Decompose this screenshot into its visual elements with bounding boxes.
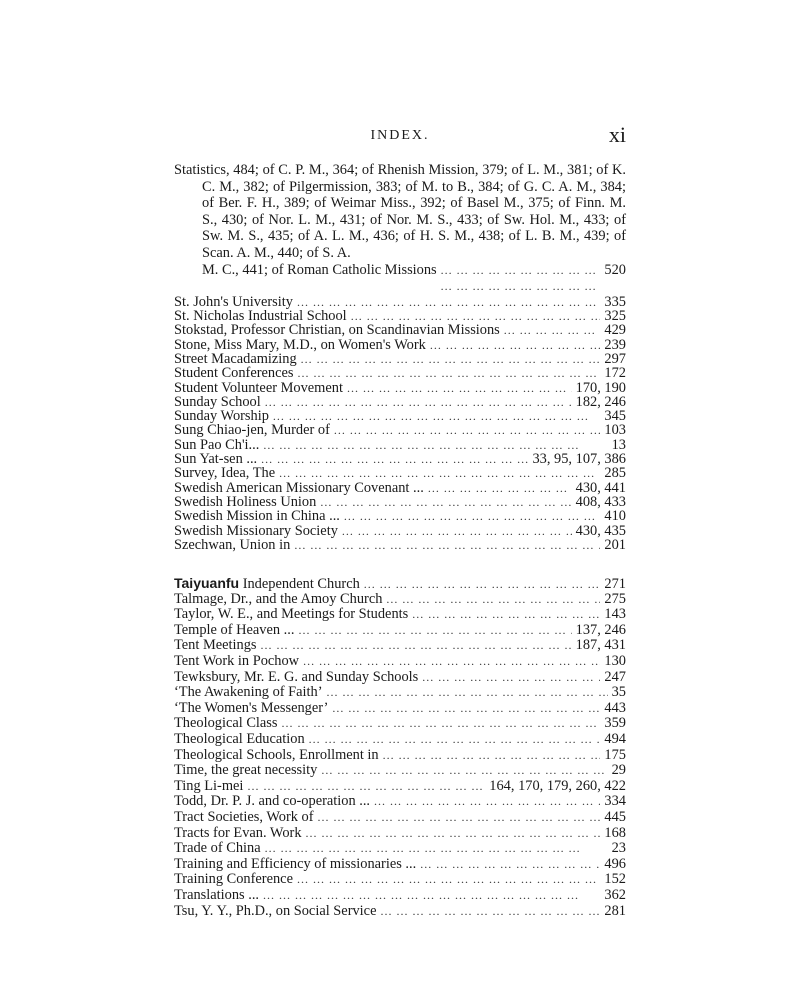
leader-dots: [261, 638, 572, 654]
entry-term: Talmage, Dr., and the Amoy Church: [174, 590, 383, 607]
entry-pages: 334: [604, 793, 626, 810]
leader-dots: [247, 779, 485, 795]
leader-dots: [441, 262, 601, 295]
statistics-entry-tail: [174, 262, 626, 295]
index-entry: [174, 509, 626, 523]
entry-pages: 175: [604, 746, 626, 763]
index-entry: [174, 352, 626, 366]
leader-dots: [374, 794, 600, 810]
entry-pages: 410: [604, 508, 626, 525]
index-entry: [174, 623, 626, 639]
entry-term: Swedish Missionary Society: [174, 522, 338, 539]
entry-pages: 130: [604, 653, 626, 670]
leader-dots: [309, 732, 601, 748]
entry-term: Szechwan, Union in: [174, 536, 291, 553]
entry-pages: 335: [604, 293, 626, 310]
entry-pages: 13: [611, 436, 626, 453]
entry-term: Theological Class: [174, 715, 278, 732]
entry-term: Ting Li-mei: [174, 777, 244, 794]
index-entry: [174, 538, 626, 552]
index-entry: [174, 607, 626, 623]
entry-pages: 239: [604, 336, 626, 353]
entry-pages: 33, 95, 107, 386: [532, 451, 626, 468]
entry-term: Street Macadamizing: [174, 350, 297, 367]
page-number: xi: [608, 122, 626, 147]
running-title: INDEX.: [370, 128, 430, 143]
leader-dots: [428, 481, 572, 495]
leader-dots: [306, 826, 601, 842]
entry-pages: 285: [604, 465, 626, 482]
entry-pages: 275: [604, 590, 626, 607]
leader-dots: [282, 716, 601, 732]
leader-dots: [412, 607, 600, 623]
entry-pages: 325: [604, 308, 626, 325]
leader-dots: [344, 509, 600, 523]
index-entry: [174, 395, 626, 409]
leader-dots: [318, 810, 601, 826]
index-entry: [174, 872, 626, 888]
index-entry: [174, 423, 626, 437]
leader-dots: [263, 438, 607, 452]
leader-dots: [298, 366, 601, 380]
entry-term: St. Nicholas Industrial School: [174, 308, 347, 325]
entry-term: Tent Meetings: [174, 637, 257, 654]
entry-term: Sunday School: [174, 393, 261, 410]
entry-pages: 103: [604, 422, 626, 439]
entry-term: Training and Efficiency of missionaries ...: [174, 855, 417, 872]
index-entry: [174, 826, 626, 842]
entry-pages: 168: [604, 824, 626, 841]
entry-term: Survey, Idea, The: [174, 465, 276, 482]
index-entry: [174, 381, 626, 395]
entry-pages: 520: [604, 261, 626, 278]
entry-term: Student Conferences: [174, 365, 294, 382]
entry-term: Sun Pao Ch'i...: [174, 436, 260, 453]
entry-term: Sung Chiao-jen, Murder of: [174, 422, 330, 439]
entry-term: Tracts for Evan. Work: [174, 824, 302, 841]
index-entry: [174, 481, 626, 495]
entry-pages: 430, 435: [575, 522, 626, 539]
leader-dots: [261, 452, 528, 466]
entry-term: ‘The Women's Messenger’: [174, 699, 329, 716]
index-entry: [174, 409, 626, 423]
entry-pages: 445: [604, 809, 626, 825]
index-entry: [174, 309, 626, 323]
entry-pages: 494: [604, 731, 626, 748]
index-entry: [174, 732, 626, 748]
entry-pages: 187, 431: [575, 637, 626, 654]
entry-pages: 152: [604, 871, 626, 888]
index-entry: [174, 810, 626, 826]
entry-pages: 359: [604, 715, 626, 732]
leader-dots: [265, 395, 572, 409]
index-list: [174, 162, 626, 919]
leader-dots: [265, 841, 608, 857]
entry-pages: 35: [611, 684, 626, 701]
entry-term: Stone, Miss Mary, M.D., on Women's Work: [174, 336, 426, 353]
entry-term: Sunday Worship: [174, 408, 269, 425]
leader-dots: [380, 904, 600, 920]
entry-term: Tewksbury, Mr. E. G. and Sunday Schools: [174, 668, 419, 685]
leader-dots: [332, 701, 600, 717]
entry-pages: 429: [604, 322, 626, 339]
index-entry: [174, 495, 626, 509]
section-s: [174, 295, 626, 552]
leader-dots: [273, 409, 600, 423]
entry-pages: 362: [604, 886, 626, 903]
entry-pages: 496: [604, 855, 626, 872]
entry-pages: 345: [604, 408, 626, 425]
index-entry: [174, 592, 626, 608]
leader-dots: [504, 323, 601, 337]
entry-pages: 247: [604, 668, 626, 685]
index-entry: [174, 904, 626, 920]
index-entry: [174, 763, 626, 779]
index-entry: [174, 779, 626, 795]
entry-pages: 281: [604, 902, 626, 919]
index-entry: [174, 701, 626, 717]
entry-pages: 443: [604, 699, 626, 716]
entry-pages: 297: [604, 350, 626, 367]
index-entry: [174, 366, 626, 380]
leader-dots: [430, 338, 601, 352]
entry-lead-word: Taiyuanfu: [174, 575, 240, 592]
entry-pages: 164, 170, 179, 260, 422: [489, 777, 626, 794]
leader-dots: [263, 888, 600, 904]
entry-term-rest: Independent Church: [242, 576, 360, 593]
index-entry: [174, 888, 626, 904]
index-entry: [174, 576, 626, 592]
entry-term: Temple of Heaven ...: [174, 621, 295, 638]
index-entry: [174, 857, 626, 873]
index-entry: [174, 638, 626, 654]
entry-term: Tsu, Y. Y., Ph.D., on Social Service: [174, 902, 377, 919]
leader-dots: [334, 423, 601, 437]
leader-dots: [297, 872, 600, 888]
entry-term: Translations ...: [174, 886, 260, 903]
leader-dots: [301, 352, 601, 366]
entry-pages: 408, 433: [575, 493, 626, 510]
entry-term: St. John's University: [174, 293, 293, 310]
section-t: [174, 592, 626, 919]
entry-term: Swedish American Missionary Covenant ...: [174, 479, 424, 496]
entry-pages: 172: [604, 365, 626, 382]
entry-pages: 23: [611, 840, 626, 857]
index-entry: [174, 685, 626, 701]
index-entry: [174, 295, 626, 309]
index-entry: [174, 338, 626, 352]
leader-dots: [364, 577, 601, 593]
entry-term: Sun Yat-sen ...: [174, 451, 258, 468]
entry-pages: 201: [604, 536, 626, 553]
leader-dots: [320, 495, 571, 509]
leader-dots: [297, 295, 600, 309]
index-entry: [174, 670, 626, 686]
entry-term: Stokstad, Professor Christian, on Scandinavian Missions: [174, 322, 500, 339]
index-entry: [174, 841, 626, 857]
leader-dots: [327, 685, 608, 701]
entry-term: Todd, Dr. P. J. and co-operation ...: [174, 793, 371, 810]
statistics-entry: Statistics, 484; of C. P. M., 364; of Rhenish Mission, 379; of L. M., 381; of K. C. M., 382; of Pilgermission, 383; of M. to B., 384; of G. C. A. M., 384; of Ber. F. H., 389; of Weimar Miss., 392; of Basel M., 375; of Finn. M. S., 430; of Nor. L. M., 431; of Nor. M. S., 433; of Sw. Hol. M., 433; of Sw. M. S., 435; of A. L. M., 436; of H. S. M., 438; of L. B. M., 439; of Scan. A. M., 440; of S. A.: [174, 162, 626, 261]
index-entry: [174, 524, 626, 538]
entry-term: Theological Education: [174, 731, 305, 748]
entry-pages: 182, 246: [575, 393, 626, 410]
leader-dots: [298, 623, 571, 639]
entry-term: Time, the great necessity: [174, 762, 318, 779]
entry-pages: 271: [604, 576, 626, 593]
entry-term: Tent Work in Pochow: [174, 653, 300, 670]
entry-pages: 29: [611, 762, 626, 779]
index-entry: [174, 438, 626, 452]
leader-dots: [420, 857, 600, 873]
leader-dots: [383, 748, 601, 764]
entry-term: Taylor, W. E., and Meetings for Students: [174, 606, 409, 623]
leader-dots: [321, 763, 607, 779]
entry-pages: 137, 246: [575, 621, 626, 638]
index-entry: [174, 748, 626, 764]
entry-pages: 170, 190: [575, 379, 626, 396]
index-entry: [174, 452, 626, 466]
entry-term: Trade of China: [174, 840, 261, 857]
section-divider: [174, 552, 626, 576]
index-entry: [174, 716, 626, 732]
leader-dots: [422, 670, 600, 686]
entry-term: Swedish Holiness Union: [174, 493, 317, 510]
entry-term: M. C., 441; of Roman Catholic Missions: [202, 261, 437, 278]
leader-dots: [386, 592, 600, 608]
entry-pages: 430, 441: [575, 479, 626, 496]
entry-term: Theological Schools, Enrollment in: [174, 746, 379, 763]
entry-term: Swedish Mission in China ...: [174, 508, 340, 525]
leader-dots: [303, 654, 600, 670]
entry-pages: 143: [604, 606, 626, 623]
leader-dots: [294, 538, 600, 552]
leader-dots: [279, 466, 600, 480]
entry-term: Student Volunteer Movement: [174, 379, 343, 396]
leader-dots: [342, 524, 572, 538]
leader-dots: [347, 381, 572, 395]
index-entry: [174, 466, 626, 480]
index-entry: [174, 323, 626, 337]
leader-dots: [351, 309, 601, 323]
entry-term: ‘The Awakening of Faith’: [174, 684, 323, 701]
index-entry: [174, 794, 626, 810]
entry-term: Training Conference: [174, 871, 293, 888]
index-entry: [174, 654, 626, 670]
entry-term: Tract Societies, Work of: [174, 809, 314, 825]
